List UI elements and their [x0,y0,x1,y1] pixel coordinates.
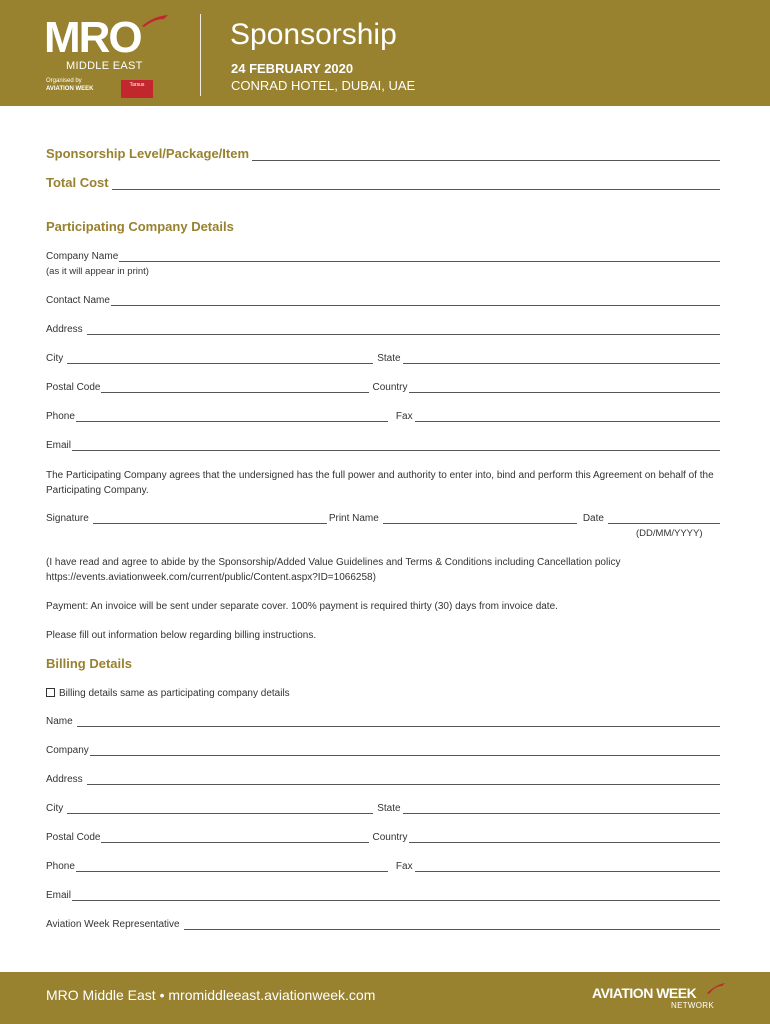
company-name-field[interactable]: Company Name [46,251,720,262]
organized-by-label: Organised by [46,78,82,84]
header-divider [200,14,201,96]
mro-logo-subtitle: MIDDLE EAST [66,60,143,72]
billing-details-heading: Billing Details [46,656,132,671]
city-input[interactable] [67,354,373,364]
event-venue: CONRAD HOTEL, DUBAI, UAE [231,78,416,93]
organizer-logo: AVIATION WEEK [46,86,94,92]
sponsorship-level-field[interactable]: Sponsorship Level/Package/Item [46,146,720,161]
billing-phone-input[interactable] [76,862,388,872]
billing-email-field[interactable]: Email [46,890,720,901]
billing-same-checkbox[interactable] [46,688,55,697]
billing-phone-fax-row: Phone Fax [46,861,720,872]
footer-website: MRO Middle East • mromiddleeast.aviationweek.com [46,987,376,1003]
billing-city-input[interactable] [67,804,373,814]
page-title: Sponsorship [230,18,397,51]
signature-input[interactable] [93,514,327,524]
company-details-heading: Participating Company Details [46,219,234,234]
partner-logo: Tarsus [121,80,153,98]
fax-input[interactable] [415,412,720,422]
agreement-text: The Participating Company agrees that the undersigned has the full power and authority to enter into, bind and perform this Agreement on behalf of the Participating Company. [46,470,714,496]
billing-name-field[interactable]: Name [46,716,720,727]
terms-text: (I have read and agree to abide by the Sponsorship/Added Value Guidelines and Terms & Conditions including Cancellation policy https://events.aviationweek.com/current/public/Content.aspx?ID=1066258) [46,557,621,583]
country-input[interactable] [409,383,721,393]
date-input[interactable] [608,514,720,524]
aviation-week-rep-field[interactable]: Aviation Week Representative [46,919,720,930]
postal-code-input[interactable] [101,383,369,393]
phone-fax-row: Phone Fax [46,411,720,422]
payment-text: Payment: An invoice will be sent under separate cover. 100% payment is required thirty (30) days from invoice date. [46,601,558,612]
aviation-week-logo: AVIATION WEEK [592,985,697,1001]
header-banner [0,0,770,106]
event-date: 24 FEBRUARY 2020 [231,61,354,76]
company-name-note: (as it will appear in print) [46,266,149,277]
mro-logo: MRO [44,13,141,62]
email-field[interactable]: Email [46,440,720,451]
print-name-input[interactable] [383,514,577,524]
billing-address-field[interactable]: Address [46,774,720,785]
state-input[interactable] [403,354,720,364]
contact-name-field[interactable]: Contact Name [46,295,720,306]
swoosh-icon [140,14,170,28]
signature-row: Signature Print Name Date [46,513,720,524]
date-format-hint: (DD/MM/YYYY) [636,528,703,539]
billing-country-input[interactable] [409,833,721,843]
footer-banner [0,972,770,1024]
billing-postal-input[interactable] [101,833,369,843]
total-cost-field[interactable]: Total Cost [46,175,720,190]
swoosh-icon [706,982,726,994]
billing-fax-input[interactable] [415,862,720,872]
billing-state-input[interactable] [403,804,720,814]
phone-input[interactable] [76,412,388,422]
billing-company-field[interactable]: Company [46,745,720,756]
billing-postal-country-row: Postal Code Country [46,832,720,843]
billing-same-option[interactable]: Billing details same as participating company details [46,686,726,701]
billing-instructions-note: Please fill out information below regarding billing instructions. [46,630,317,641]
aviation-week-network-label: NETWORK [671,1001,714,1010]
billing-city-state-row: City State [46,803,720,814]
postal-country-row: Postal Code Country [46,382,720,393]
city-state-row: City State [46,353,720,364]
address-field[interactable]: Address [46,324,720,335]
